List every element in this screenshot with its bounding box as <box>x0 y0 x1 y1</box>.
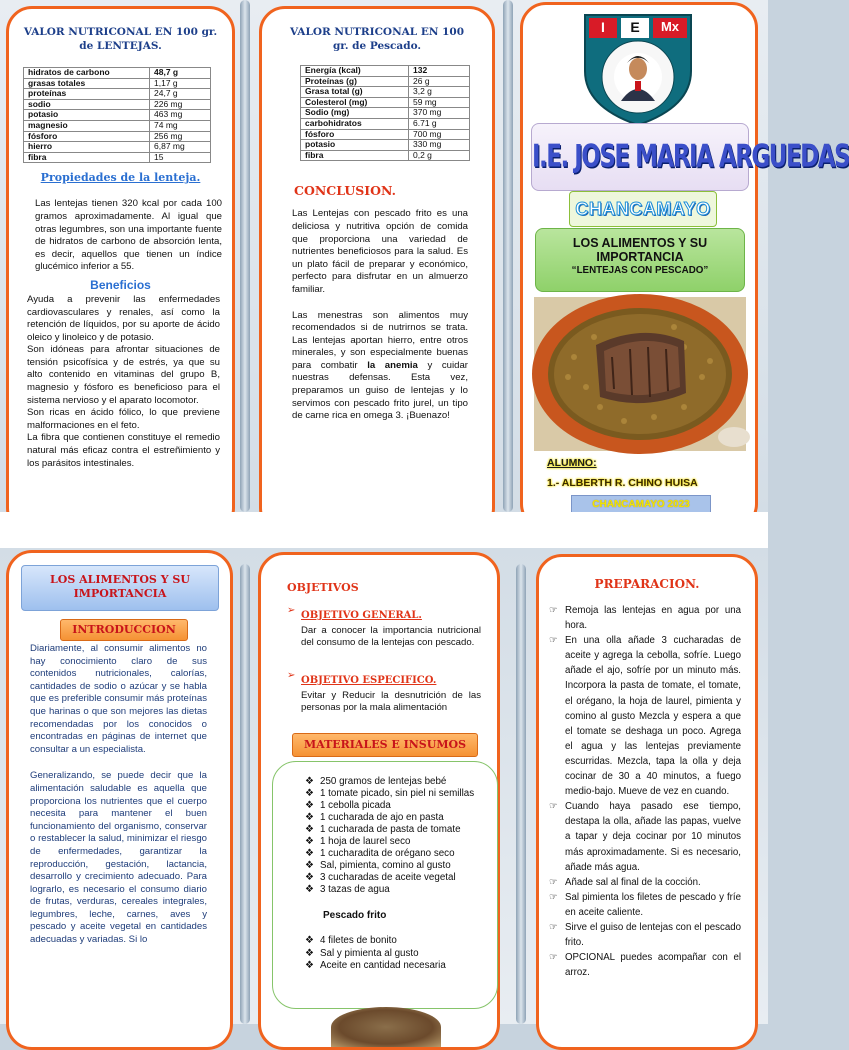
nutrient-name: proteínas <box>24 89 150 100</box>
logo-letter-mx: Mx <box>660 19 680 34</box>
page-gap <box>0 512 768 548</box>
conclusion-heading: CONCLUSION. <box>294 183 396 199</box>
nutrient-name: carbohidratos <box>301 118 409 129</box>
nutrition-row <box>301 150 470 161</box>
nutrient-name: Proteínas (g) <box>301 76 409 87</box>
nutrition-row <box>24 99 211 110</box>
fold-line <box>240 0 250 512</box>
school-logo <box>579 11 697 127</box>
nutrient-value: 370 mg <box>409 108 470 119</box>
list-item: ☞ Cuando haya pasado ese tiempo, destapa la olla, añade las papas, vuelve a tapar y deja cocinar por 10 minutos más aproximadamente. Si es necesario, añade más agua. <box>549 801 741 873</box>
nutrition-row <box>301 118 470 129</box>
dish-illustration-icon <box>534 297 746 451</box>
materials-list <box>305 776 481 896</box>
preparation-steps <box>549 603 741 980</box>
nutrition-row <box>301 97 470 108</box>
cover-footer: CHANCAMAYO 2023 <box>571 495 711 515</box>
intro-text: Diariamente, al consumir alimentos no hay conocimiento claro de sus contenidos nutricionales, calorías, cantidades de sodio o azúcar y se habla que es preferible consumir más proteínas que harinas o que son mejores las dietas recomendadas por los conocidos o encontradas en páginas de internet que consultar a un especialista. Generalizando, se puede decir que la alimentación saludable es aquella que proporciona los nutrientes que el cuerpo necesita para mantener el buen funcionamiento del organismo, conservar o restablecer la salud, minimizar el riesgo de enfermedades, garantizar la reproducción, gestación, lactancia, desarrollo y crecimiento adecuado. Para lograrlo, es necesario el consumo diario de frutas, verduras, cereales integrales, legumbres, leche, carnes, aves y pescado y aceite vegetal en cantidades adecuadas y variadas. Si lo <box>30 643 207 946</box>
nutrient-value: 132 <box>409 66 470 77</box>
lentils-nutrition-panel <box>6 6 235 534</box>
diamond-bullet-icon: ❖ <box>305 776 314 787</box>
fish-nutrition-table <box>300 65 470 161</box>
list-item: ❖ 4 filetes de bonito <box>305 935 397 946</box>
lentils-nutrition-table <box>23 67 211 163</box>
nutrition-row <box>301 87 470 98</box>
specific-objective: ➢ OBJETIVO ESPECIFICO. Evitar y Reducir la desnutrición de las personas por la mala alimentación <box>287 670 481 713</box>
nutrition-row <box>301 129 470 140</box>
city-banner <box>569 191 717 227</box>
nutrient-name: hierro <box>24 142 150 153</box>
fish-nutrition-title: VALOR NUTRICONAL EN 100 gr. de Pescado. <box>289 26 465 52</box>
list-item: ☞ Sal pimienta los filetes de pescado y fríe en aceite caliente. <box>549 891 741 918</box>
pointing-hand-icon: ☞ <box>549 952 558 964</box>
nutrient-name: Grasa total (g) <box>301 87 409 98</box>
list-item: ❖ 1 tomate picado, sin piel ni semillas <box>305 788 475 799</box>
fish-nutrition-panel <box>259 6 495 534</box>
fish-ingredients-list <box>305 935 485 973</box>
nutrient-value: 330 mg <box>409 140 470 151</box>
diamond-bullet-icon: ❖ <box>305 812 314 823</box>
intro-heading: INTRODUCCION <box>60 619 188 641</box>
nutrition-row <box>24 120 211 131</box>
brochure-outer-side <box>0 0 849 512</box>
nutrient-name: sodio <box>24 99 150 110</box>
pointing-hand-icon: ☞ <box>549 876 558 888</box>
nutrient-value: 1,17 g <box>150 78 211 89</box>
student-name: 1.- ALBERTH R. CHINO HUISA <box>547 477 698 489</box>
nutrient-value: 6.71 g <box>409 118 470 129</box>
nutrition-row <box>24 68 211 79</box>
diamond-bullet-icon: ❖ <box>305 884 314 895</box>
pointing-hand-icon: ☞ <box>549 605 558 616</box>
pointing-hand-icon: ☞ <box>549 801 558 813</box>
list-item: ☞ Añade sal al final de la cocción. <box>549 875 741 890</box>
diamond-bullet-icon: ❖ <box>305 872 314 883</box>
properties-heading: Propiedades de la lenteja. <box>40 171 201 185</box>
nutrition-row <box>24 142 211 153</box>
nutrition-row <box>301 76 470 87</box>
city-name: CHANCAMAYO <box>575 199 711 219</box>
benefits-heading: Beneficios <box>90 277 151 292</box>
list-item: ☞ En una olla añade 3 cucharadas de aceite y agrega la cebolla, sofríe. Luego añade el ajo, sofríe por un minuto más. Incorpora la pasta de tomate, el tomate, el orégano, la hoja de laurel, pimienta y comino al gusto Mezcla y espera a que el tomate se deshaga un poco. Agrega el agua y las lentejas previamente escurridas. Mezcla, tapa la olla y deja cocinar de 30 a 40 minutos, a fuego medio-bajo. Mueve de vez en cuando. <box>549 635 741 798</box>
nutrient-name: Sodio (mg) <box>301 108 409 119</box>
nutrient-value: 226 mg <box>150 99 211 110</box>
objectives-panel <box>258 552 500 1050</box>
nutrient-name: Colesterol (mg) <box>301 97 409 108</box>
list-item: ☞ Sirve el guiso de lentejas con el pescado frito. <box>549 921 741 949</box>
school-name: I.E. JOSE MARIA ARGUEDAS <box>532 139 849 175</box>
nutrition-row <box>301 66 470 77</box>
materials-box <box>272 761 498 1009</box>
topic-box: LOS ALIMENTOS Y SU IMPORTANCIA “LENTEJAS CON PESCADO” <box>535 228 745 292</box>
nutrient-value: 26 g <box>409 76 470 87</box>
diamond-bullet-icon: ❖ <box>305 836 314 847</box>
fold-line <box>503 0 513 512</box>
arrow-bullet-icon: ➢ <box>287 670 296 681</box>
list-item: ❖ Aceite en cantidad necesaria <box>305 960 446 972</box>
lentils-bowl-photo <box>331 1007 441 1047</box>
importance-header: LOS ALIMENTOS Y SU IMPORTANCIA <box>50 573 190 600</box>
benefits-text: Ayuda a prevenir las enfermedades cardiovasculares y renales, así como la retención de líquidos, por su aporte de ácido oleico y linoleico y de potasio. Son idóneas para afrontar situaciones de tensión psicofísica y de estrés, ya que su alto contenido en vitaminas del grupo B, magnesio y fósforo es beneficioso para el sistema nervioso y el aparato locomotor. Son ricas en ácido fólico, lo que previene malformaciones en el feto. La fibra que contienen constituye el remedio natural más eficaz contra el estreñimiento y los parásitos intestinales. <box>27 293 220 469</box>
nutrient-value: 48,7 g <box>150 68 211 79</box>
pointing-hand-icon: ☞ <box>549 891 558 903</box>
list-item: ❖ Sal, pimienta, comino al gusto <box>305 860 451 871</box>
nutrient-value: 463 mg <box>150 110 211 121</box>
logo-letter-e: E <box>630 19 640 35</box>
nutrition-row <box>24 78 211 89</box>
school-name-banner <box>531 123 849 191</box>
nutrition-row <box>24 131 211 142</box>
nutrient-value: 700 mg <box>409 129 470 140</box>
fish-heading: Pescado frito <box>323 910 387 921</box>
nutrient-name: potasio <box>24 110 150 121</box>
list-item: ❖ 250 gramos de lentejas bebé <box>305 776 447 787</box>
fold-line <box>240 564 250 1024</box>
list-item: ☞ OPCIONAL puedes acompañar con el arroz. <box>549 952 741 979</box>
preparation-heading: PREPARACION. <box>594 577 700 591</box>
fold-line <box>516 564 526 1024</box>
materials-heading: MATERIALES E INSUMOS <box>292 733 478 757</box>
nutrient-name: potasio <box>301 140 409 151</box>
nutrient-value: 15 <box>150 152 211 163</box>
nutrient-value: 256 mg <box>150 131 211 142</box>
diamond-bullet-icon: ❖ <box>305 788 314 799</box>
diamond-bullet-icon: ❖ <box>305 860 314 871</box>
preparation-panel <box>536 554 758 1050</box>
student-label: ALUMNO: <box>547 457 597 469</box>
diamond-bullet-icon: ❖ <box>305 947 314 959</box>
diamond-bullet-icon: ❖ <box>305 935 314 946</box>
nutrient-value: 24,7 g <box>150 89 211 100</box>
nutrition-row <box>24 152 211 163</box>
nutrient-name: fibra <box>301 150 409 161</box>
conclusion-text: Las Lentejas con pescado frito es una deliciosa y nutritiva opción de comida que proporciona una variedad de nutrientes beneficiosos para la salud. Es un plato fácil de preparar y económico, perfecto para disfrutar en un almuerzo familiar. Las menestras son alimentos muy recomendados si de nutrirnos se trata. Las lentejas aportan hierro, entre otros minerales, y son especialmente buenas para combatir la anemia y cuidar nuestras defensas. Esta vez, preparamos un guiso de lentejas y lo servimos con pescado frito jurel, un tipo de carne rica en omega 3. ¡Buenazo! <box>292 208 469 422</box>
diamond-bullet-icon: ❖ <box>305 848 314 859</box>
list-item: ❖ Sal y pimienta al gusto <box>305 947 419 959</box>
list-item: ❖ 1 hoja de laurel seco <box>305 836 411 847</box>
pointing-hand-icon: ☞ <box>549 921 558 933</box>
nutrition-row <box>301 108 470 119</box>
nutrition-row <box>24 110 211 121</box>
nutrient-name: magnesio <box>24 120 150 131</box>
nutrient-value: 74 mg <box>150 120 211 131</box>
list-item: ☞ Remoja las lentejas en agua por una hora. <box>549 605 741 632</box>
lentils-nutrition-title: VALOR NUTRICONAL EN 100 gr. de LENTEJAS. <box>23 26 218 52</box>
list-item: ❖ 1 cucharadita de orégano seco <box>305 848 455 859</box>
list-item: ❖ 1 cebolla picada <box>305 800 391 811</box>
nutrient-value: 59 mg <box>409 97 470 108</box>
objectives-heading: OBJETIVOS <box>287 581 359 594</box>
pointing-hand-icon: ☞ <box>549 635 558 647</box>
nutrient-name: hidratos de carbono <box>24 68 150 79</box>
diamond-bullet-icon: ❖ <box>305 960 314 972</box>
nutrient-name: Energía (kcal) <box>301 66 409 77</box>
list-item: ❖ 3 cucharadas de aceite vegetal <box>305 872 456 883</box>
nutrient-name: grasas totales <box>24 78 150 89</box>
list-item: ❖ 1 cucharada de ajo en pasta <box>305 812 444 823</box>
nutrient-value: 6,87 mg <box>150 142 211 153</box>
nutrition-row <box>301 140 470 151</box>
cover-panel <box>520 2 849 530</box>
logo-letter-i: I <box>601 19 605 35</box>
brochure-inner-side <box>0 548 768 1024</box>
list-item: ❖ 1 cucharada de pasta de tomate <box>305 824 461 835</box>
diamond-bullet-icon: ❖ <box>305 800 314 811</box>
properties-text: Las lentejas tienen 320 kcal por cada 100 gramos aproximadamente. Al igual que otras legumbres, son una importante fuente de hidratos de carbono de absorción lenta, es decir, aquellos que tienen un índice glucémico inferior a 55. <box>35 198 222 273</box>
general-objective: ➢ OBJETIVO GENERAL. Dar a conocer la importancia nutricional del consumo de la lentejas con pescado. <box>287 605 481 648</box>
nutrient-name: fósforo <box>24 131 150 142</box>
nutrient-value: 3,2 g <box>409 87 470 98</box>
importance-header-box <box>21 565 219 611</box>
nutrient-name: fósforo <box>301 129 409 140</box>
lentils-with-fish-photo <box>534 297 746 451</box>
nutrient-value: 0,2 g <box>409 150 470 161</box>
list-item: ❖ 3 tazas de agua <box>305 884 390 895</box>
arrow-bullet-icon: ➢ <box>287 605 296 616</box>
nutrition-row <box>24 89 211 100</box>
introduction-panel <box>6 550 233 1050</box>
diamond-bullet-icon: ❖ <box>305 824 314 835</box>
nutrient-name: fibra <box>24 152 150 163</box>
